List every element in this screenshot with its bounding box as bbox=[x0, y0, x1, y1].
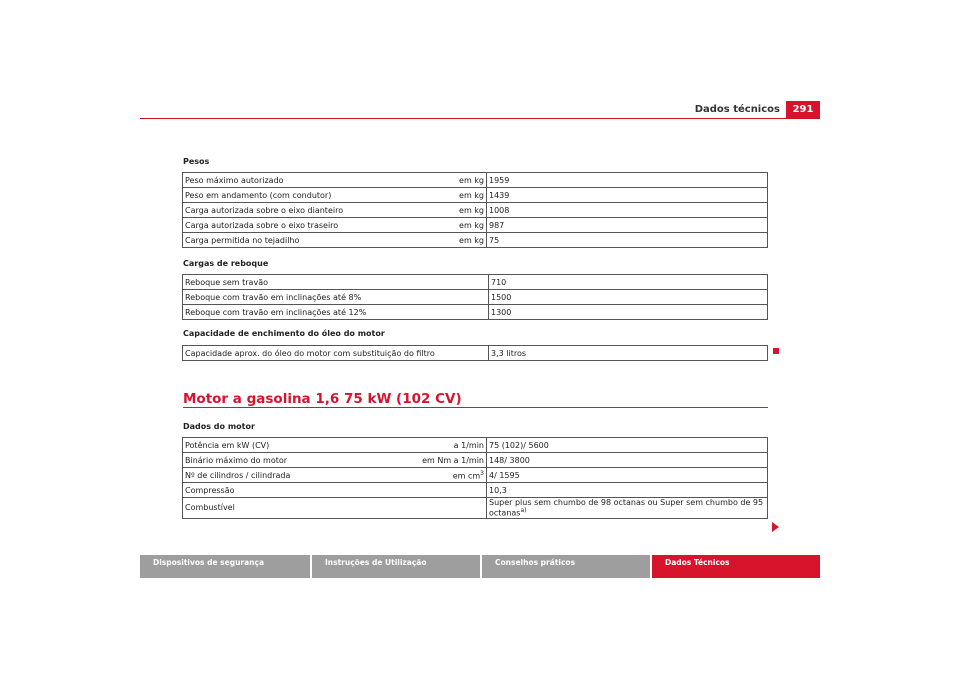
footnote-ref[interactable]: a) bbox=[520, 507, 527, 514]
row-unit: em kg bbox=[372, 233, 487, 248]
row-value: 1439 bbox=[487, 188, 768, 203]
page-header-title: Dados técnicos bbox=[694, 104, 780, 115]
row-unit: em kg bbox=[372, 218, 487, 233]
table-row bbox=[183, 305, 768, 320]
row-label: Reboque com travão em inclinações até 8% bbox=[183, 290, 489, 305]
row-value: 1500 bbox=[489, 290, 768, 305]
table-row bbox=[183, 203, 768, 218]
table-row bbox=[183, 233, 768, 248]
table-row bbox=[183, 468, 768, 483]
motor-heading: Dados do motor bbox=[183, 422, 255, 431]
row-label: Potência em kW (CV) bbox=[183, 438, 373, 453]
footer-tab-dispositivos[interactable]: Dispositivos de segurança bbox=[140, 555, 310, 578]
row-value: 1959 bbox=[487, 173, 768, 188]
table-row bbox=[183, 438, 768, 453]
row-label: Reboque com travão em inclinações até 12% bbox=[183, 305, 489, 320]
header-rule bbox=[140, 118, 820, 119]
pesos-heading: Pesos bbox=[183, 157, 210, 166]
row-unit: em kg bbox=[372, 203, 487, 218]
row-label: Peso em andamento (com condutor) bbox=[183, 188, 373, 203]
reboque-table bbox=[182, 274, 768, 320]
row-unit bbox=[372, 483, 487, 498]
row-unit: a 1/min bbox=[372, 438, 487, 453]
table-row bbox=[183, 275, 768, 290]
footer-nav bbox=[140, 555, 820, 578]
section-title: Motor a gasolina 1,6 75 kW (102 CV) bbox=[183, 391, 462, 407]
section-rule bbox=[183, 407, 768, 408]
oleo-heading: Capacidade de enchimento do óleo do motor bbox=[183, 329, 385, 338]
row-value: 148/ 3800 bbox=[487, 453, 768, 468]
section-end-marker bbox=[773, 348, 779, 354]
row-label: Nº de cilindros / cilindrada bbox=[183, 468, 373, 483]
row-value: 1300 bbox=[489, 305, 768, 320]
table-row bbox=[183, 453, 768, 468]
fuel-text: Super plus sem chumbo de 98 octanas ou Super sem chumbo de 95 octanas bbox=[489, 498, 764, 518]
row-label: Carga autorizada sobre o eixo traseiro bbox=[183, 218, 373, 233]
row-label: Capacidade aprox. do óleo do motor com substituição do filtro bbox=[183, 346, 489, 361]
row-unit bbox=[372, 468, 487, 483]
row-unit: em kg bbox=[372, 173, 487, 188]
row-value bbox=[487, 498, 768, 519]
row-value: 710 bbox=[489, 275, 768, 290]
table-row bbox=[183, 188, 768, 203]
row-value: 3,3 litros bbox=[489, 346, 768, 361]
table-row bbox=[183, 498, 768, 519]
unit-superscript: 3 bbox=[480, 469, 484, 477]
row-unit-text: em cm bbox=[452, 471, 481, 481]
table-row bbox=[183, 218, 768, 233]
continue-arrow-icon bbox=[772, 522, 779, 532]
row-label: Combustível bbox=[183, 498, 373, 519]
row-label: Compressão bbox=[183, 483, 373, 498]
table-row bbox=[183, 483, 768, 498]
table-row bbox=[183, 346, 768, 361]
row-label: Carga autorizada sobre o eixo dianteiro bbox=[183, 203, 373, 218]
row-value: 10,3 bbox=[487, 483, 768, 498]
pesos-table bbox=[182, 172, 768, 248]
row-unit bbox=[372, 498, 487, 519]
table-row bbox=[183, 290, 768, 305]
row-label: Reboque sem travão bbox=[183, 275, 489, 290]
footer-tab-instrucoes[interactable]: Instruções de Utilização bbox=[310, 555, 480, 578]
page-number: 291 bbox=[786, 101, 820, 119]
reboque-heading: Cargas de reboque bbox=[183, 259, 269, 268]
row-value: 75 bbox=[487, 233, 768, 248]
row-label: Binário máximo do motor bbox=[183, 453, 373, 468]
row-value: 1008 bbox=[487, 203, 768, 218]
row-label: Carga permitida no tejadilho bbox=[183, 233, 373, 248]
oleo-table bbox=[182, 345, 768, 361]
row-unit: em Nm a 1/min bbox=[372, 453, 487, 468]
row-label: Peso máximo autorizado bbox=[183, 173, 373, 188]
row-value: 75 (102)/ 5600 bbox=[487, 438, 768, 453]
table-row bbox=[183, 173, 768, 188]
row-value: 4/ 1595 bbox=[487, 468, 768, 483]
footer-tab-dados-tecnicos[interactable]: Dados Técnicos bbox=[650, 555, 820, 578]
motor-table bbox=[182, 437, 768, 519]
footer-tab-conselhos[interactable]: Conselhos práticos bbox=[480, 555, 650, 578]
row-value: 987 bbox=[487, 218, 768, 233]
row-unit: em kg bbox=[372, 188, 487, 203]
